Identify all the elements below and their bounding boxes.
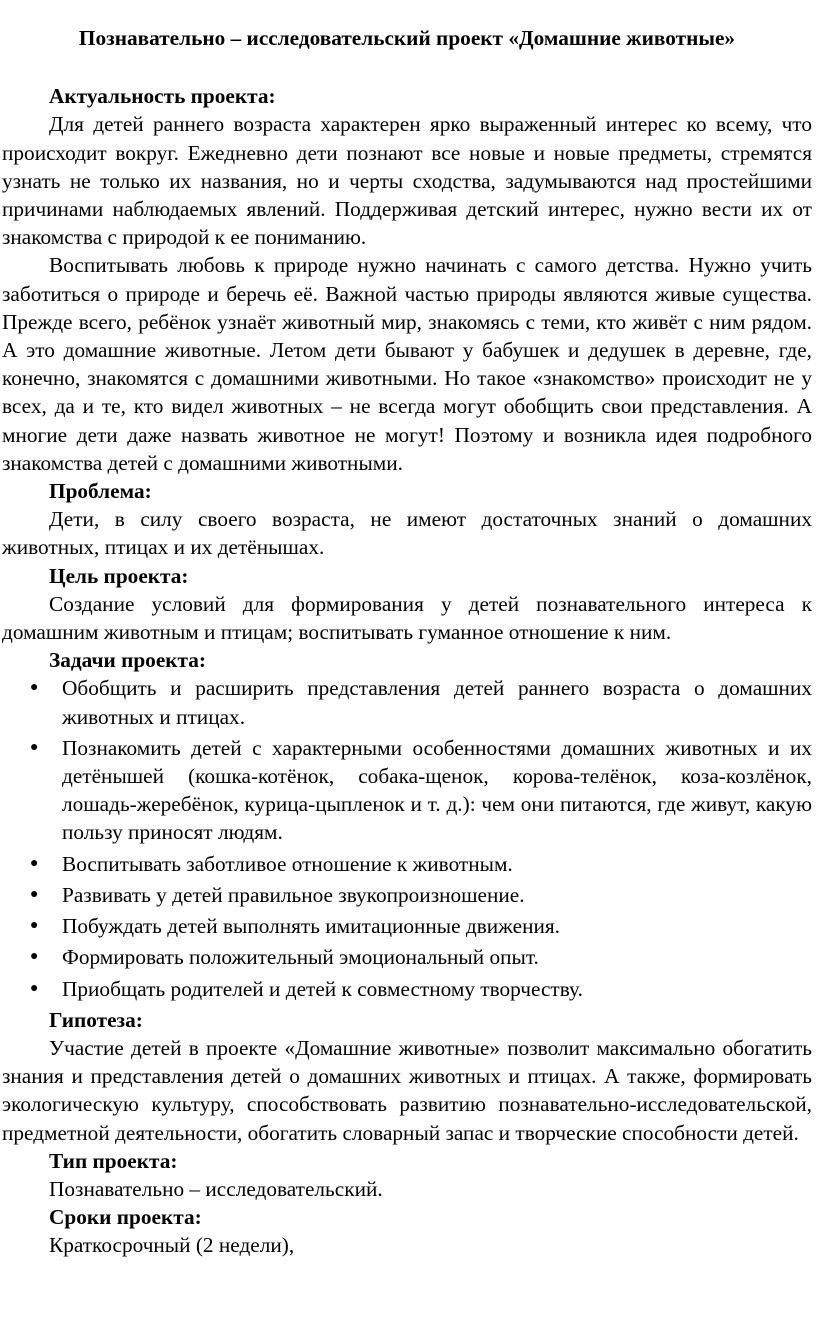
bullet-icon: ● (30, 886, 39, 902)
goal-text: Создание условий для формирования у детей познавательного интереса к домашним животным и птицам; воспитывать гуманное отношение к ним. (2, 591, 812, 645)
bullet-icon: ● (30, 855, 39, 871)
bullet-icon: ● (30, 739, 39, 755)
task-item (30, 674, 812, 730)
tasks-heading: Задачи проекта: (49, 648, 207, 673)
hypothesis-text: Участие детей в проекте «Домашние животные» позволит максимально обогатить знания и представления детей о домашних животных и птицах. А также, формировать экологическую культуру, способствовать развитию познавательно-исследовательской, предметной деятельности, обогатить словарный запас и творческие способности детей. (2, 1035, 812, 1145)
task-item (30, 734, 812, 847)
goal-heading: Цель проекта: (49, 563, 189, 588)
tasks-list (2, 674, 812, 1002)
project-type-heading: Тип проекта: (49, 1148, 178, 1173)
bullet-icon: ● (30, 680, 39, 696)
task-item (30, 850, 812, 878)
task-text: Обобщить и расширить представления детей раннего возраста о домашних животных и птицах. (62, 676, 812, 729)
task-text: Развивать у детей правильное звукопроизношение. (62, 882, 525, 907)
relevance-paragraph-2: Воспитывать любовь к природе нужно начинать с самого детства. Нужно учить заботиться о природе и беречь её. Важной частью природы являются живые существа. Прежде всего, ребёнок узнаёт животный мир, знакомясь с теми, кто живёт с ним рядом. А это домашние животные. Летом дети бывают у бабушек и дедушек в деревне, где, конечно, знакомятся с домашними животными. Но такое «знакомство» происходит не у всех, да и те, кто видел животных – не всегда могут обобщить свои представления. А многие дети даже назвать животное не могут! Поэтому и возникла идея подробного знакомства детей с домашними животными. (2, 253, 812, 475)
project-type-text: Познавательно – исследовательский. (49, 1176, 383, 1201)
task-item (30, 943, 812, 971)
bullet-icon: ● (30, 918, 39, 934)
task-text: Побуждать детей выполнять имитационные движения. (62, 914, 560, 939)
task-item (30, 975, 812, 1003)
relevance-heading: Актуальность проекта: (49, 84, 276, 109)
task-text: Воспитывать заботливое отношение к животным. (62, 851, 513, 876)
task-item (30, 881, 812, 909)
project-terms-text: Краткосрочный (2 недели), (49, 1233, 295, 1258)
document-title: Познавательно – исследовательский проект «Домашние животные» (78, 26, 736, 50)
problem-heading: Проблема: (49, 479, 152, 504)
task-item (30, 912, 812, 940)
task-text: Формировать положительный эмоциональный опыт. (62, 945, 539, 970)
bullet-icon: ● (30, 980, 39, 996)
hypothesis-heading: Гипотеза: (49, 1007, 143, 1032)
bullet-icon: ● (30, 949, 39, 965)
task-text: Приобщать родителей и детей к совместному творчеству. (62, 976, 583, 1001)
project-terms-heading: Сроки проекта: (49, 1205, 202, 1230)
relevance-paragraph-1: Для детей раннего возраста характерен ярко выраженный интерес ко всему, что происходит вокруг. Ежедневно дети познают все новые и новые предметы, стремятся узнать не только их названия, но и черты сходства, задумываются над простейшими причинами наблюдаемых явлений. Поддерживая детский интерес, нужно вести их от знакомства с природой к ее пониманию. (2, 112, 812, 250)
problem-text: Дети, в силу своего возраста, не имеют достаточных знаний о домашних животных, птицах и их детёнышах. (2, 507, 812, 560)
task-text: Познакомить детей с характерными особенностями домашних животных и их детёнышей (кошка-котёнок, собака-щенок, корова-телёнок, коза-козлёнок, лошадь-жеребёнок, курица-цыпленок и т. д.): чем они питаются, где живут, какую пользу приносят людям. (62, 735, 812, 845)
